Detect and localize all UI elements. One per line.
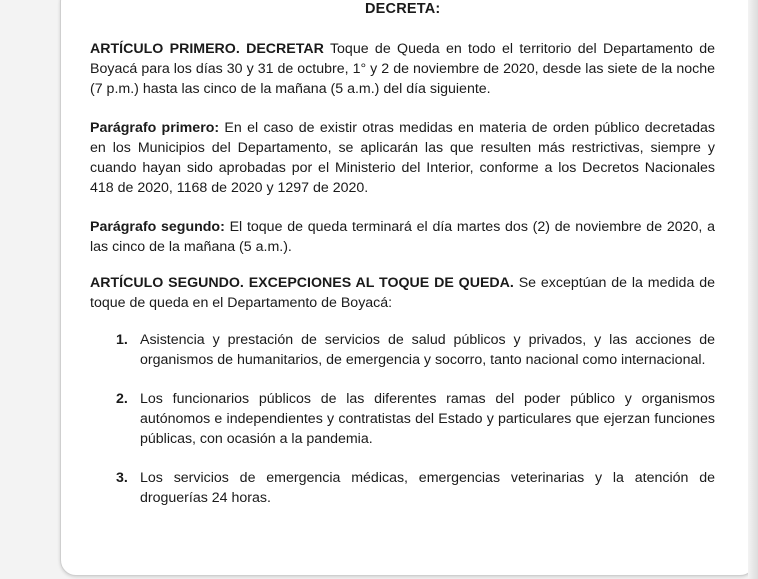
list-item-number: 3. (116, 470, 128, 486)
articulo-segundo-text: Se exceptúan de la medida de toque de queda en el Departamento de Boyacá: (90, 275, 715, 311)
articulo-segundo-title: ARTÍCULO SEGUNDO. EXCEPCIONES AL TOQUE DE QUEDA. (90, 275, 514, 291)
paragrafo-segundo-text: El toque de queda terminará el día martes dos (2) de noviembre de 2020, a las cinco de la mañana (5 a.m.). (90, 219, 715, 255)
list-item-number: 1. (116, 332, 128, 348)
list-item-text: Los servicios de emergencia médicas, emergencias veterinarias y la atención de droguerías 24 horas. (140, 470, 715, 506)
paragrafo-segundo-title: Parágrafo segundo: (90, 219, 225, 235)
paragrafo-primero-text: En el caso de existir otras medidas en materia de orden público decretadas en los Municipios del Departamento, se aplicarán las que resulten más restrictivas, siempre y cuando hayan sido aprobadas por el Ministerio del Interior, conforme a los Decretos Nacionales 418 de 2020, 1168 de 2020 y 1297 de 2020. (90, 120, 715, 196)
list-item-text: Los funcionarios públicos de las diferentes ramas del poder público y organismos autónomos e independientes y contratistas del Estado y particulares que ejerzan funciones públicas, con ocasión a la pandemia. (140, 391, 715, 447)
paragrafo-segundo (90, 217, 715, 257)
decree-heading: DECRETA: (365, 1, 441, 17)
articulo-primero-text: Toque de Queda en todo el territorio del Departamento de Boyacá para los días 30 y 31 de octubre, 1° y 2 de noviembre de 2020, desde las siete de la noche (7 p.m.) hasta las cinco de la mañana (5 a.m.) del día siguiente. (90, 41, 715, 97)
articulo-primero (90, 39, 715, 99)
page-edge-shadow (748, 0, 758, 579)
list-item-text: Asistencia y prestación de servicios de salud públicos y privados, y las acciones de organismos de humanitarios, de emergencia y socorro, tanto nacional como internacional. (140, 332, 715, 368)
articulo-segundo (90, 273, 715, 313)
paragrafo-primero (90, 118, 715, 198)
articulo-primero-title: ARTÍCULO PRIMERO. DECRETAR (90, 41, 324, 57)
paragrafo-primero-title: Parágrafo primero: (90, 120, 220, 136)
list-item-number: 2. (116, 391, 128, 407)
